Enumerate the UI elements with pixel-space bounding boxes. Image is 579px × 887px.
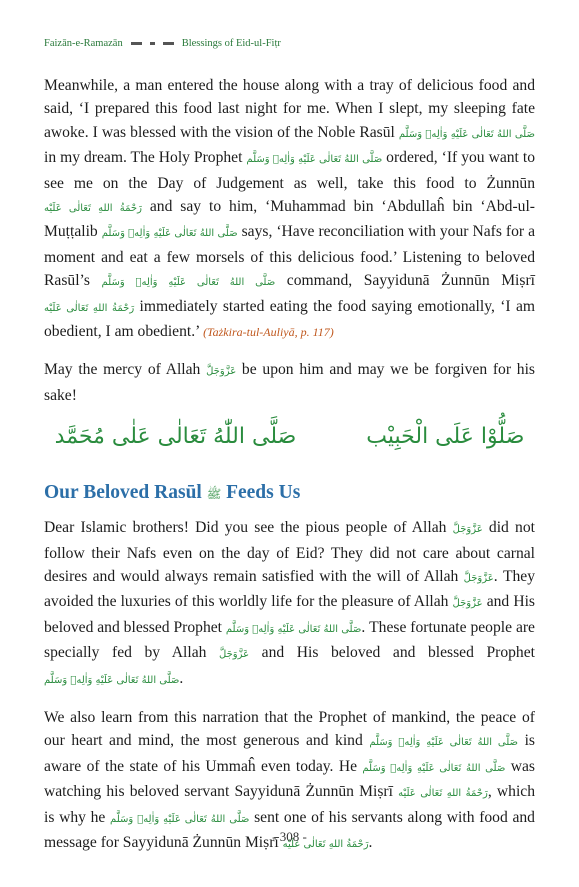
text-run: . bbox=[179, 669, 184, 687]
durood-sallu-alal-habib: صَلُّوْا عَلَى الْحَبِيْب bbox=[366, 424, 525, 450]
text-run: . These fortunate people are specially fed by Allah bbox=[44, 618, 535, 662]
text-run: is aware of the state of his Ummaĥ even today. He bbox=[44, 732, 535, 775]
paragraph-pious-people bbox=[44, 516, 535, 692]
page-body bbox=[44, 74, 535, 856]
salutation-allah: عَزَّوَجَلَّ bbox=[219, 649, 250, 661]
header-chapter-title: Blessings of Eid-ul-Fiṭr bbox=[181, 38, 281, 49]
salutation-saw: صَلَّى اللهُ تَعَالٰى عَلَيْهِ وَاٰلِهٖ وَسَلَّم bbox=[398, 128, 535, 140]
salutation-saw: صَلَّى اللهُ تَعَالٰى عَلَيْهِ وَاٰلِهٖ وَسَلَّم bbox=[362, 762, 506, 774]
salutation-rahmatullah: رَحْمَةُ اللهِ تَعَالٰى عَلَيْه bbox=[44, 302, 135, 314]
text-run: and say to him, ‘Muhammad bin ‘Abdullaĥ bin ‘Abd-ul-Muṭṭalib bbox=[44, 198, 535, 241]
text-run: was watching his beloved servant Sayyidunā Żunnūn Miṣrī bbox=[44, 757, 535, 801]
text-run: in my dream. The Holy Prophet bbox=[44, 149, 247, 167]
header-divider-dash bbox=[163, 42, 174, 45]
durood-salallahu-ala-muhammad: صَلَّى اللّٰهُ تَعَالٰى عَلٰى مُحَمَّد bbox=[54, 424, 297, 450]
text-run: be upon him and may we be forgiven for his sake! bbox=[44, 361, 535, 404]
text-run: and His beloved and blessed Prophet bbox=[249, 644, 535, 662]
text-run: Meanwhile, a man entered the house along with a tray of delicious food and said, ‘I prepared this food last night for me. When I slept, my sleeping fate awoke. I was blessed with the vision of the Noble Rasūl bbox=[44, 77, 535, 141]
heading-text: Feeds Us bbox=[221, 481, 301, 503]
salutation-saw: صَلَّى اللهُ تَعَالٰى عَلَيْهِ وَاٰلِهٖ وَسَلَّم bbox=[101, 228, 238, 240]
reference-citation: (Tażkira-tul-Auliyā, p. 117) bbox=[203, 325, 334, 340]
salutation-saw: صَلَّى اللهُ تَعَالٰى عَلَيْهِ وَاٰلِهٖ وَسَلَّم bbox=[225, 623, 362, 635]
salutation-allah: عَزَّوَجَلَّ bbox=[463, 572, 494, 584]
text-run: May the mercy of Allah bbox=[44, 361, 207, 379]
text-run: Dear Islamic brothers! Did you see the pious people of Allah bbox=[44, 519, 453, 537]
text-run: . They avoided the luxuries of this worldly life for the pleasure of Allah bbox=[44, 567, 535, 611]
salutation-saw: صَلَّى اللهُ تَعَالٰى عَلَيْهِ وَاٰلِهٖ وَسَلَّم bbox=[44, 674, 180, 686]
header-book-title: Faizān-e-Ramazān bbox=[44, 38, 123, 49]
salutation-rahmatullah: رَحْمَةُ اللهِ تَعَالٰى عَلَيْه bbox=[44, 203, 142, 215]
salutation-saw: صَلَّى اللهُ تَعَالٰى عَلَيْهِ وَاٰلِهٖ وَسَلَّم bbox=[101, 277, 276, 289]
durood-line bbox=[44, 425, 535, 448]
paragraph-story bbox=[44, 74, 535, 344]
text-run: says, ‘Have reconciliation with your Nafs for a moment and eat a few morsels of this delicious food.’ Listening to beloved Rasūl’s bbox=[44, 223, 535, 290]
page-number: - 308 - bbox=[272, 829, 307, 844]
text-run: and His beloved and blessed Prophet bbox=[44, 593, 535, 636]
salutation-allah: عَزَّوَجَلَّ bbox=[452, 598, 483, 610]
text-run: sent one of his servants along with food and message for Sayyidunā Żunnūn Miṣrī bbox=[44, 808, 535, 851]
text-run: . bbox=[368, 833, 373, 851]
text-run: , which is why he bbox=[44, 783, 536, 826]
heading-text: Our Beloved Rasūl bbox=[44, 481, 207, 503]
salutation-saw: صَلَّى اللهُ تَعَالٰى عَلَيْهِ وَاٰلِهٖ وَسَلَّم bbox=[246, 154, 383, 166]
salutation-allah: عَزَّوَجَلَّ bbox=[452, 524, 483, 536]
text-run: We also learn from this narration that the Prophet of mankind, the peace of our heart and mind, the most generous and kind bbox=[44, 708, 535, 750]
section-heading bbox=[44, 481, 535, 506]
salutation-saw: صَلَّى اللهُ تَعَالٰى عَلَيْهِ وَاٰلِهٖ وَسَلَّم bbox=[110, 813, 250, 825]
header-divider-dash bbox=[131, 42, 142, 45]
salutation-rahmatullah: رَحْمَةُ اللهِ تَعَالٰى عَلَيْه bbox=[398, 788, 488, 800]
paragraph-dua bbox=[44, 358, 535, 407]
salutation-saw-icon: ﷺ bbox=[206, 486, 222, 501]
text-run: did not follow their Nafs even on the day of Eid? They did not care about carnal desires and would always remain satisfied with the will of Allah bbox=[44, 519, 535, 585]
header-divider-dash bbox=[150, 42, 155, 45]
text-run: command, Sayyidunā Żunnūn Miṣrī bbox=[275, 272, 535, 290]
salutation-rahmatullah: رَحْمَةُ اللهِ تَعَالٰى عَلَيْه bbox=[282, 838, 369, 850]
text-run: immediately started eating the food saying emotionally, ‘I am obedient, I am obedient.’ bbox=[44, 297, 535, 341]
text-run: ordered, ‘If you want to see me on the Day of Judgement as well, take this food to Żunnūn bbox=[44, 149, 535, 192]
salutation-allah: عَزَّوَجَلَّ bbox=[206, 366, 237, 378]
running-header bbox=[44, 38, 281, 49]
salutation-saw: صَلَّى اللهُ تَعَالٰى عَلَيْهِ وَاٰلِهٖ وَسَلَّم bbox=[369, 737, 519, 749]
